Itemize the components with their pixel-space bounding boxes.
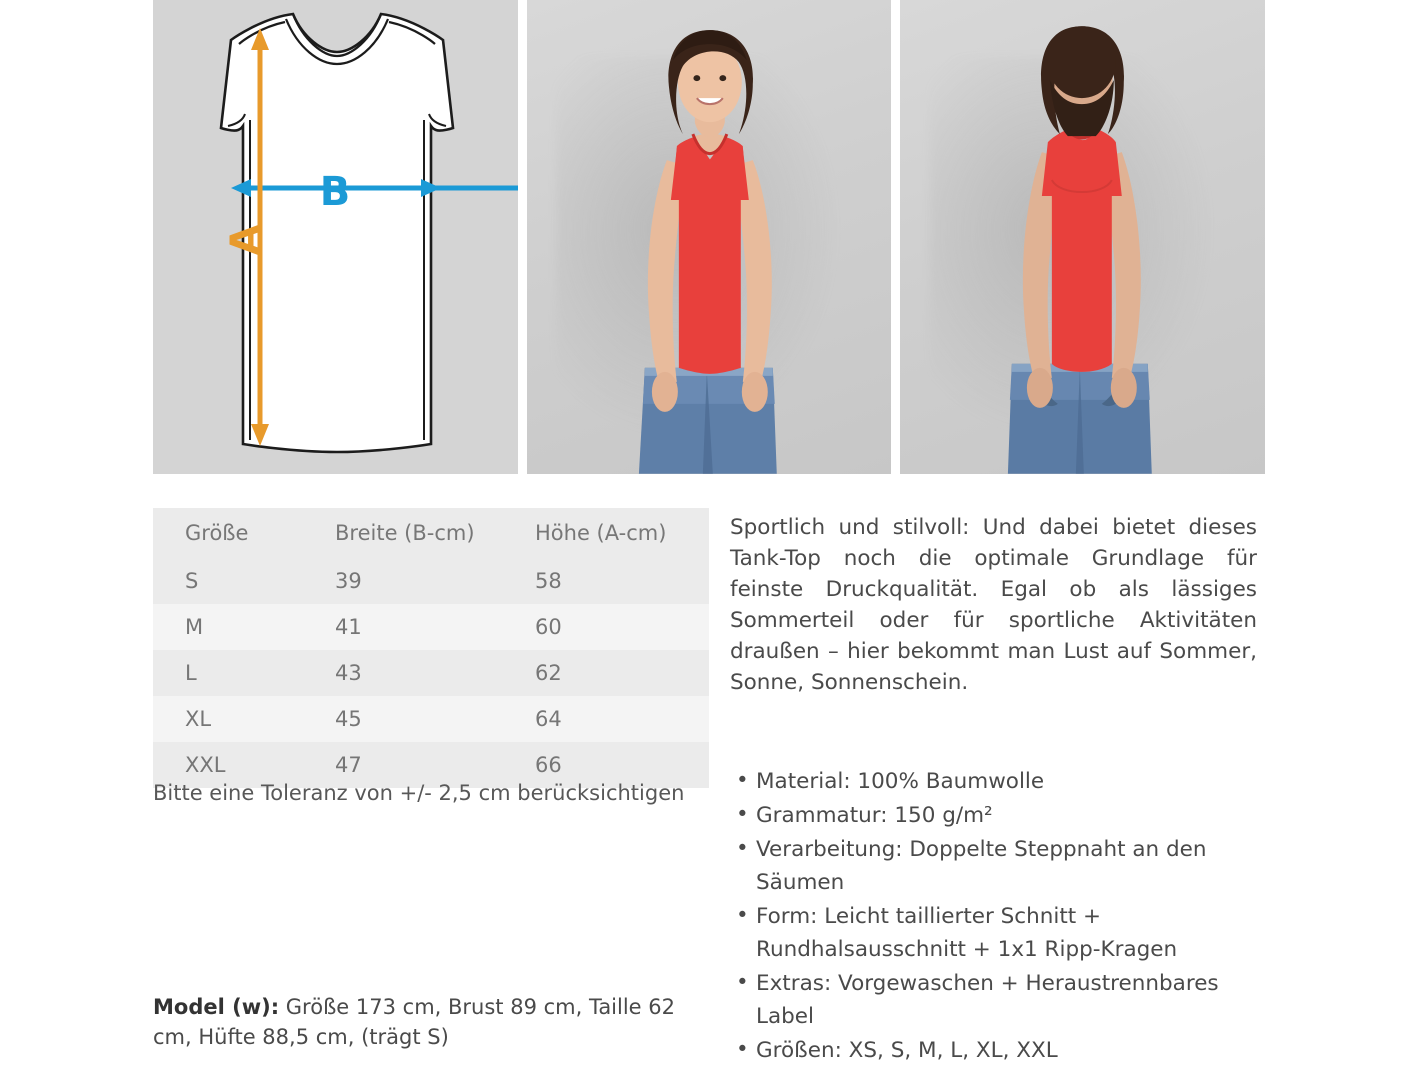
model-note-text: Größe 173 cm, Brust 89 cm, Taille 62 cm, Hüfte 88,5 cm, (trägt S) (153, 995, 676, 1049)
cell-height: 60 (535, 615, 562, 639)
height-label: A (223, 224, 269, 256)
list-item: • Grammatur: 150 g/m² (730, 799, 1275, 832)
table-row (153, 604, 709, 650)
list-item: • Verarbeitung: Doppelte Steppnaht an den Säumen (730, 833, 1275, 899)
cell-height: 58 (535, 569, 562, 593)
cell-size: XXL (185, 753, 226, 777)
table-header-size: Größe (153, 508, 303, 558)
list-item: • Material: 100% Baumwolle (730, 765, 1275, 798)
model-back-illustration (900, 0, 1265, 474)
cell-size: M (185, 615, 204, 639)
list-item: • Extras: Vorgewaschen + Heraustrennbares Label (730, 967, 1275, 1033)
model-front-image (527, 0, 892, 474)
tolerance-note: Bitte eine Toleranz von +/- 2,5 cm berücksichtigen (153, 781, 685, 805)
cell-height: 66 (535, 753, 562, 777)
list-item: • Form: Leicht taillierter Schnitt + Rundhalsausschnitt + 1x1 Ripp-Kragen (730, 900, 1275, 966)
cell-size: XL (185, 707, 212, 731)
table-header-row (153, 508, 709, 558)
cell-width: 41 (335, 615, 362, 639)
cell-height: 64 (535, 707, 562, 731)
technical-drawing-image (153, 0, 518, 474)
size-table (153, 508, 709, 788)
table-row (153, 558, 709, 604)
product-image-row (153, 0, 1265, 474)
cell-height: 62 (535, 661, 562, 685)
cell-width: 47 (335, 753, 362, 777)
cell-size: S (185, 569, 199, 593)
cell-width: 39 (335, 569, 362, 593)
cell-width: 43 (335, 661, 362, 685)
product-description: Sportlich und stilvoll: Und dabei bietet dieses Tank-Top noch die optimale Grundlage für feinste Druckqualität. Egal ob als lässiges Sommerteil oder für sportliche Aktivitäten draußen – hier bekommt man Lust auf Sommer, Sonne, Sonnenschein. (730, 515, 1257, 695)
cell-size: L (185, 661, 197, 685)
model-back-image (900, 0, 1265, 474)
tank-top-outline-icon (153, 0, 518, 474)
cell-width: 45 (335, 707, 362, 731)
table-header-width: Breite (B-cm) (303, 508, 503, 558)
model-measurements-note (153, 992, 713, 1052)
width-label: B (319, 169, 351, 215)
table-row (153, 650, 709, 696)
model-front-illustration (527, 0, 892, 474)
table-row (153, 696, 709, 742)
model-note-label: Model (w): (153, 995, 280, 1019)
product-features (730, 765, 1275, 1068)
size-table-wrapper (153, 508, 709, 788)
list-item: • Größen: XS, S, M, L, XL, XXL (730, 1034, 1275, 1067)
table-header-height: Höhe (A-cm) (503, 508, 709, 558)
